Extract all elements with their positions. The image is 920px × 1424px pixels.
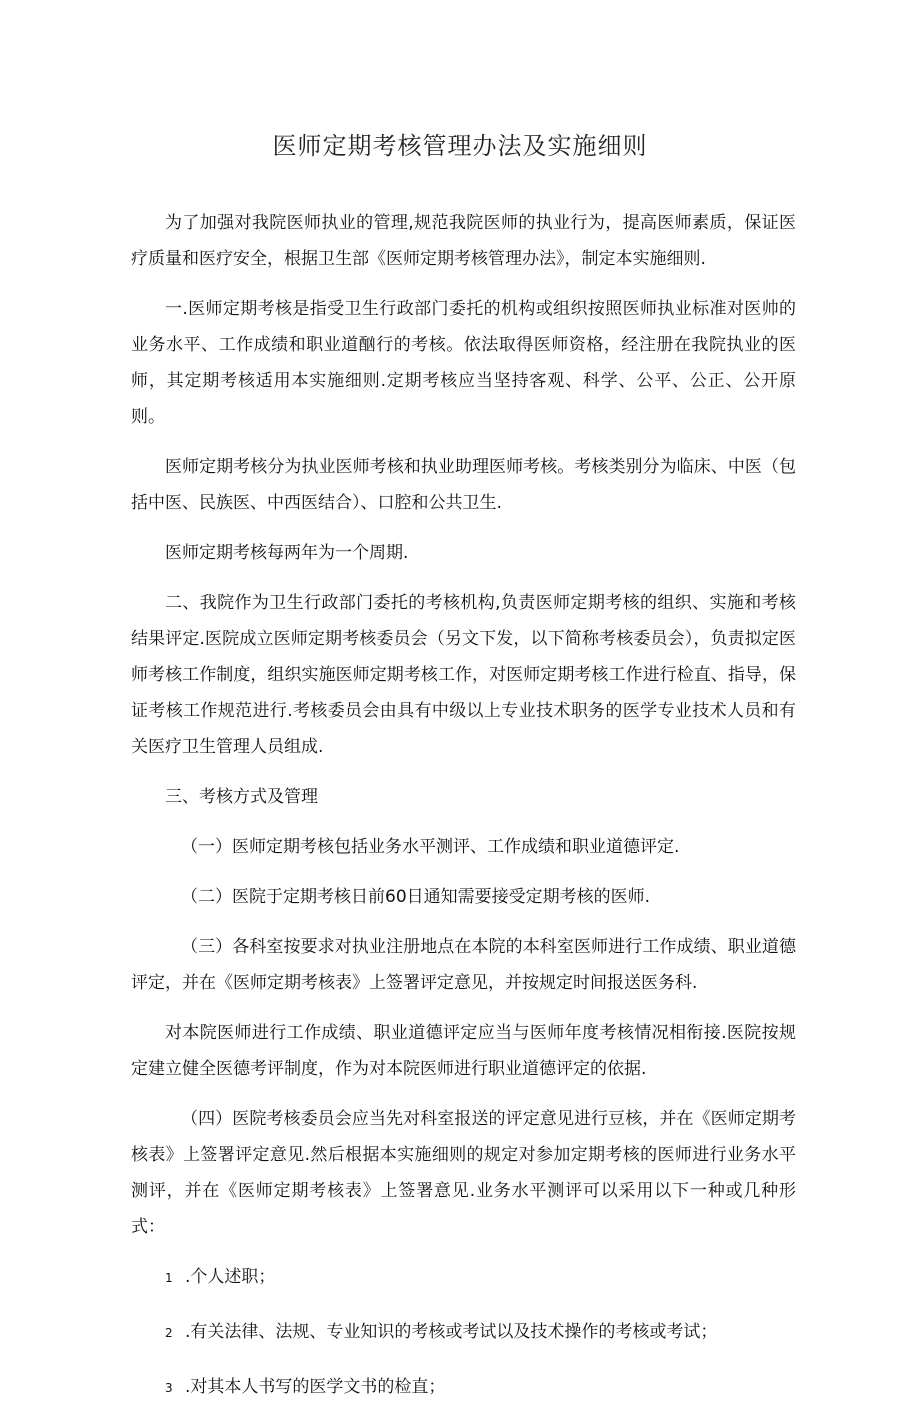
evaluation-paragraph: 对本院医师进行工作成绩、职业道德评定应当与医师年度考核情况相衔接.医院按规定建立健全医德考评制度，作为对本院医师进行职业道德评定的依据. [131,1023,796,1079]
document-body [131,205,796,1424]
document-title: 医师定期考核管理办法及实施细则 [272,132,648,160]
list-item-text: .有关法律、法规、专业知识的考核或考试以及技术操作的考核或考试； [185,1322,718,1342]
subsection-1-paragraph: （一）医师定期考核包括业务水平测评、工作成绩和职业道德评定. [181,837,680,857]
list-item-number: 3 [165,1381,173,1395]
section-2-paragraph: 二、我院作为卫生行政部门委托的考核机构,负责医师定期考核的组织、实施和考核结果评定.医院成立医师定期考核委员会（另文下发，以下简称考核委员会），负责拟定医师考核工作制度，组织实施医师定期考核工作，对医师定期考核工作进行检直、指导，保证考核工作规范进行.考核委员会由具有中级以上专业技术职务的医学专业技术人员和有关医疗卫生管理人员组成. [131,593,796,757]
intro-paragraph: 为了加强对我院医师执业的管理,规范我院医师的执业行为，提高医师素质，保证医疗质量和医疗安全，根据卫生部《医师定期考核管理办法》，制定本实施细则. [131,213,796,269]
subsection-4-paragraph: （四）医院考核委员会应当先对科室报送的评定意见进行豆核，并在《医师定期考核表》上签署评定意见.然后根据本实施细则的规定对参加定期考核的医师进行业务水平测评，并在《医师定期考核表》上签署意见.业务水平测评可以采用以下一种或几种形式： [131,1109,796,1237]
subsection-2-paragraph: （二）医院于定期考核日前60日通知需要接受定期考核的医师. [181,887,651,907]
cycle-paragraph: 医师定期考核每两年为一个周期. [165,543,409,563]
list-item-number: 1 [165,1271,173,1285]
list-item [131,1259,796,1296]
list-item-number: 2 [165,1326,173,1340]
subsection-3-paragraph: （三）各科室按要求对执业注册地点在本院的本科室医师进行工作成绩、职业道德评定，并在《医师定期考核表》上签署评定意见，并按规定时间报送医务科. [131,937,796,993]
list-item [131,1314,796,1351]
section-1-paragraph: 一.医师定期考核是指受卫生行政部门委托的机构或组织按照医师执业标准对医帅的业务水平、工作成绩和职业道酗行的考核。依法取得医师资格，经注册在我院执业的医师，其定期考核适用本实施细则.定期考核应当坚持客观、科学、公平、公正、公开原则。 [131,299,796,427]
list-item-text: .个人述职； [185,1267,276,1287]
list-item-text: .对其本人书写的医学文书的检直； [185,1377,446,1397]
exam-types-paragraph: 医师定期考核分为执业医师考核和执业助理医师考核。考核类别分为临床、中医（包括中医、民族医、中西医结合）、口腔和公共卫生. [131,457,796,513]
list-item [131,1369,796,1406]
section-3-heading: 三、考核方式及管理 [165,787,318,807]
